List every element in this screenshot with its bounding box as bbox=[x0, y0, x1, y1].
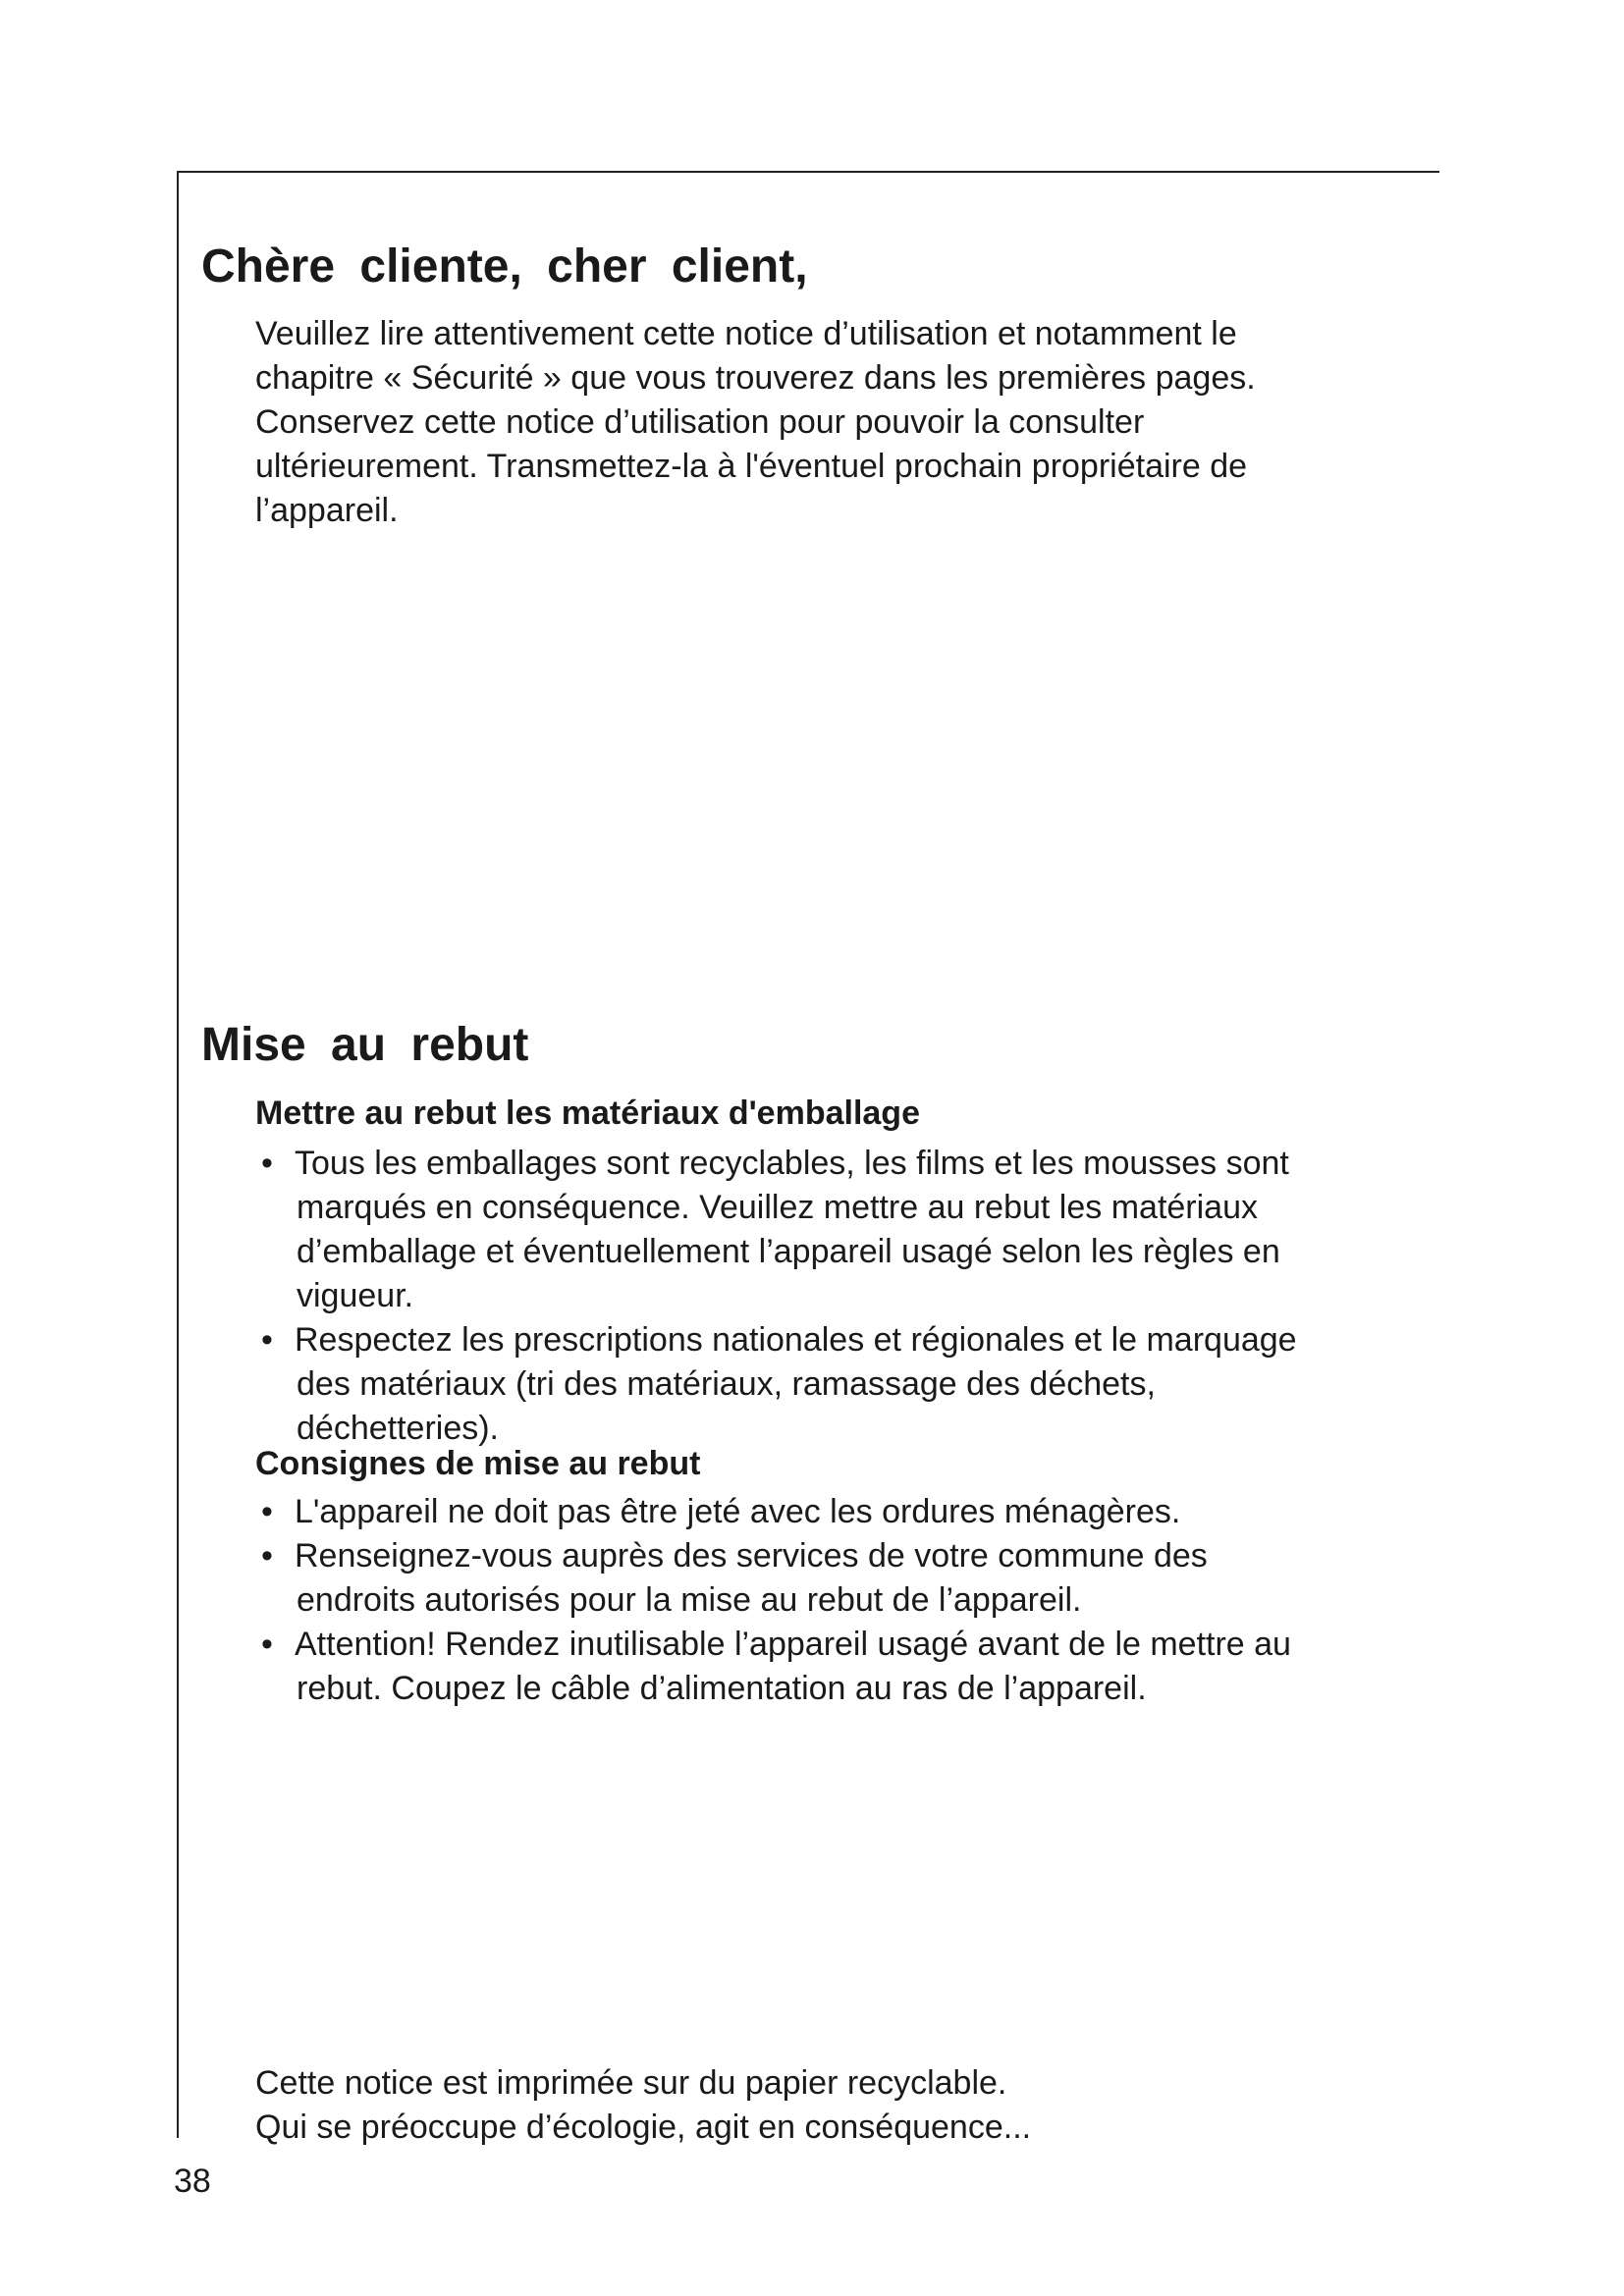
list-item bbox=[255, 1490, 1414, 1534]
bullet-line: Tous les emballages sont recyclables, les films et les mousses sont bbox=[295, 1145, 1289, 1182]
top-rule bbox=[177, 171, 1439, 173]
intro-line: chapitre « Sécurité » que vous trouverez dans les premières pages. bbox=[255, 359, 1256, 397]
disposal-bullet-list bbox=[255, 1490, 1414, 1711]
left-rule bbox=[177, 171, 179, 2138]
bullet-line: des matériaux (tri des matériaux, ramassage des déchets, bbox=[297, 1365, 1156, 1403]
subheading-disposal-instructions: Consignes de mise au rebut bbox=[255, 1445, 701, 1482]
bullet-line: L'appareil ne doit pas être jeté avec les ordures ménagères. bbox=[295, 1493, 1181, 1530]
packaging-bullet-list bbox=[255, 1142, 1414, 1451]
subheading-packaging: Mettre au rebut les matériaux d'emballage bbox=[255, 1095, 920, 1132]
section-title-greeting: Chère cliente, cher client, bbox=[201, 240, 808, 293]
bullet-icon: • bbox=[261, 1493, 273, 1530]
bullet-line: d’emballage et éventuellement l’appareil usagé selon les règles en bbox=[297, 1233, 1280, 1270]
bullet-line: déchetteries). bbox=[297, 1410, 499, 1447]
recycled-paper-note bbox=[255, 2061, 1031, 2150]
bullet-icon: • bbox=[261, 1626, 273, 1663]
page-number: 38 bbox=[174, 2163, 211, 2200]
footer-line: Qui se préoccupe d’écologie, agit en conséquence... bbox=[255, 2109, 1032, 2146]
intro-line: ultérieurement. Transmettez-la à l'éventuel prochain propriétaire de bbox=[255, 448, 1248, 485]
intro-paragraph bbox=[255, 312, 1394, 533]
bullet-icon: • bbox=[261, 1145, 273, 1182]
list-item bbox=[255, 1142, 1414, 1318]
bullet-line: Attention! Rendez inutilisable l’appareil usagé avant de le mettre au bbox=[295, 1626, 1291, 1663]
bullet-line: Renseignez-vous auprès des services de votre commune des bbox=[295, 1537, 1208, 1575]
intro-line: l’appareil. bbox=[255, 492, 399, 529]
list-item bbox=[255, 1623, 1414, 1711]
bullet-icon: • bbox=[261, 1321, 273, 1359]
list-item bbox=[255, 1318, 1414, 1451]
footer-line: Cette notice est imprimée sur du papier recyclable. bbox=[255, 2064, 1007, 2102]
bullet-line: rebut. Coupez le câble d’alimentation au ras de l’appareil. bbox=[297, 1670, 1147, 1707]
bullet-line: vigueur. bbox=[297, 1277, 414, 1314]
bullet-line: marqués en conséquence. Veuillez mettre au rebut les matériaux bbox=[297, 1189, 1258, 1226]
intro-line: Veuillez lire attentivement cette notice d’utilisation et notamment le bbox=[255, 315, 1237, 352]
bullet-line: endroits autorisés pour la mise au rebut de l’appareil. bbox=[297, 1581, 1082, 1619]
intro-line: Conservez cette notice d’utilisation pour pouvoir la consulter bbox=[255, 403, 1145, 441]
section-title-disposal: Mise au rebut bbox=[201, 1019, 529, 1071]
bullet-line: Respectez les prescriptions nationales et régionales et le marquage bbox=[295, 1321, 1297, 1359]
bullet-icon: • bbox=[261, 1537, 273, 1575]
list-item bbox=[255, 1534, 1414, 1623]
